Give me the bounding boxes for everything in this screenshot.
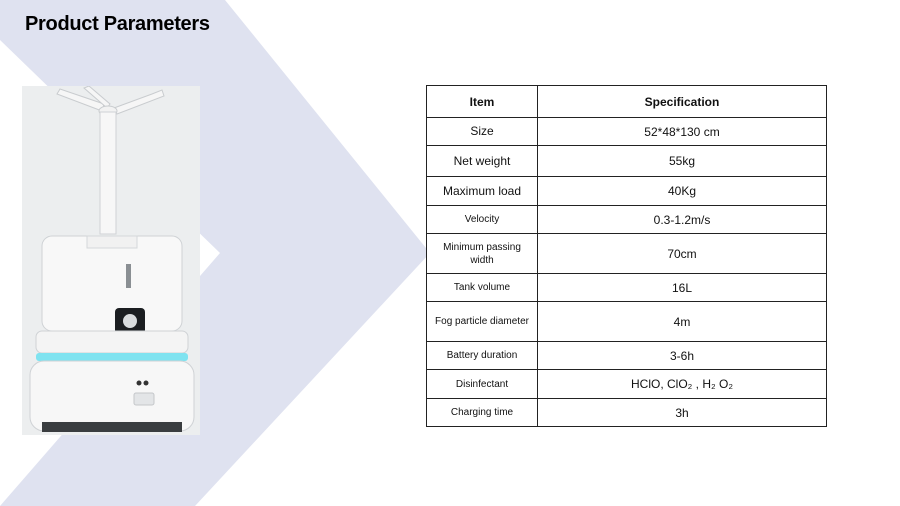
table-row <box>427 399 827 427</box>
table-row <box>427 177 827 206</box>
specification-column-header: Specification <box>538 86 827 118</box>
row-value-size: 52*48*130 cm <box>538 118 827 146</box>
product-photo <box>22 86 200 435</box>
row-item-net-weight: Net weight <box>427 146 538 177</box>
table-row <box>427 146 827 177</box>
row-value-tank-volume: 16L <box>538 274 827 302</box>
row-item-charging-time: Charging time <box>427 399 538 427</box>
table-row <box>427 118 827 146</box>
row-value-velocity: 0.3-1.2m/s <box>538 206 827 234</box>
row-item-tank-volume: Tank volume <box>427 274 538 302</box>
table-row <box>427 370 827 399</box>
row-value-maximum-load: 40Kg <box>538 177 827 206</box>
row-value-disinfectant: HClO, ClO₂ , H₂ O₂ <box>538 370 827 399</box>
table-row <box>427 234 827 274</box>
row-item-minimum-passing-width: Minimum passing width <box>427 234 538 274</box>
item-column-header: Item <box>427 86 538 118</box>
row-item-fog-particle-diameter: Fog particle diameter <box>427 302 538 342</box>
table-row <box>427 206 827 234</box>
row-value-charging-time: 3h <box>538 399 827 427</box>
table-row <box>427 342 827 370</box>
row-item-disinfectant: Disinfectant <box>427 370 538 399</box>
row-item-size: Size <box>427 118 538 146</box>
row-value-minimum-passing-width: 70cm <box>538 234 827 274</box>
table-row <box>427 274 827 302</box>
row-item-velocity: Velocity <box>427 206 538 234</box>
table-row <box>427 302 827 342</box>
row-item-battery-duration: Battery duration <box>427 342 538 370</box>
row-value-battery-duration: 3-6h <box>538 342 827 370</box>
product-parameters-table <box>426 85 827 427</box>
row-item-maximum-load: Maximum load <box>427 177 538 206</box>
row-value-net-weight: 55kg <box>538 146 827 177</box>
page-title: Product Parameters <box>25 13 210 35</box>
table-header-row <box>427 86 827 118</box>
row-value-fog-particle-diameter: 4m <box>538 302 827 342</box>
